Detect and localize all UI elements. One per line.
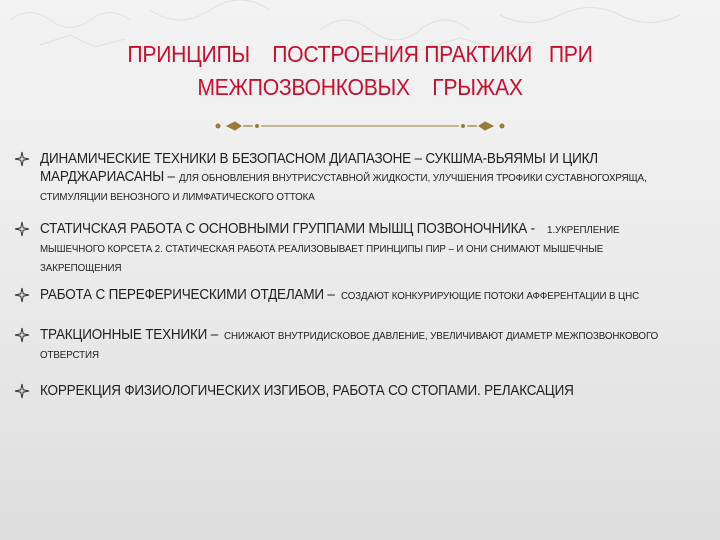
bullet-lead-text: СТАТИЧСКАЯ РАБОТА С ОСНОВНЫМИ ГРУППАМИ МЫШЦ ПОЗВОНОЧНИКА - [40,221,535,237]
bullet-lead-text-cont: МАРДЖАРИАСАНЫ – [40,169,175,185]
star-bullet-icon [14,287,30,303]
star-bullet-icon [14,221,30,237]
bullet-item [14,326,714,382]
bullet-lead-text: ДИНАМИЧЕСКИЕ ТЕХНИКИ В БЕЗОПАСНОМ ДИАПАЗОНЕ – СУКШМА-ВЬЯЯМЫ И ЦИКЛ [40,151,598,167]
bullet-item [14,382,714,412]
title-line-2: МЕЖПОЗВОНКОВЫХ ГРЫЖАХ [197,74,523,100]
title-line-1: ПРИНЦИПЫ ПОСТРОЕНИЯ ПРАКТИКИ ПРИ [127,41,593,67]
bullet-lead-text: КОРРЕКЦИЯ ФИЗИОЛОГИЧЕСКИХ ИЗГИБОВ, РАБОТА СО СТОПАМИ. РЕЛАКСАЦИЯ [40,383,574,399]
bullet-lead-text: РАБОТА С ПЕРЕФЕРИЧЕСКИМИ ОТДЕЛАМИ – [40,287,335,303]
title-divider-ornament [215,118,505,134]
bullet-detail-text: СНИЖАЮТ ВНУТРИДИСКОВОЕ ДАВЛЕНИЕ, УВЕЛИЧИВАЮТ ДИАМЕТР МЕЖПОЗВОНКОВОГО [223,330,658,342]
bullet-item [14,150,714,220]
bullet-detail-text: ОТВЕРСТИЯ [40,349,99,361]
bullet-detail-text: ДЛЯ ОБНОВЛЕНИЯ ВНУТРИСУСТАВНОЙ ЖИДКОСТИ, УЛУЧШЕНИЯ ТРОФИКИ СУСТАВНОГОХРЯЩА, [179,172,648,184]
bullet-detail-text: ЗАКРЕПОЩЕНИЯ [40,262,122,274]
star-bullet-icon [14,327,30,343]
bullet-detail-text: 1.УКРЕПЛЕНИЕ [546,224,620,236]
bullet-detail-text: СТИМУЛЯЦИИ ВЕНОЗНОГО И ЛИМФАТИЧЕСКОГО ОТТОКА [40,191,315,203]
bullet-list [14,150,714,412]
bullet-lead-text: ТРАКЦИОННЫЕ ТЕХНИКИ – [40,327,219,343]
star-bullet-icon [14,383,30,399]
star-bullet-icon [14,151,30,167]
bullet-item [14,220,714,286]
bullet-item [14,286,714,326]
bullet-detail-text: СОЗДАЮТ КОНКУРИРУЮЩИЕ ПОТОКИ АФФЕРЕНТАЦИИ В ЦНС [341,290,640,302]
slide-title [102,38,617,104]
bullet-detail-text: МЫШЕЧНОГО КОРСЕТА 2. СТАТИЧЕСКАЯ РАБОТА РЕАЛИЗОВЫВАЕТ ПРИНЦИПЫ ПИР – И ОНИ СНИМАЮТ МЫШЕЧНЫЕ [40,243,604,255]
